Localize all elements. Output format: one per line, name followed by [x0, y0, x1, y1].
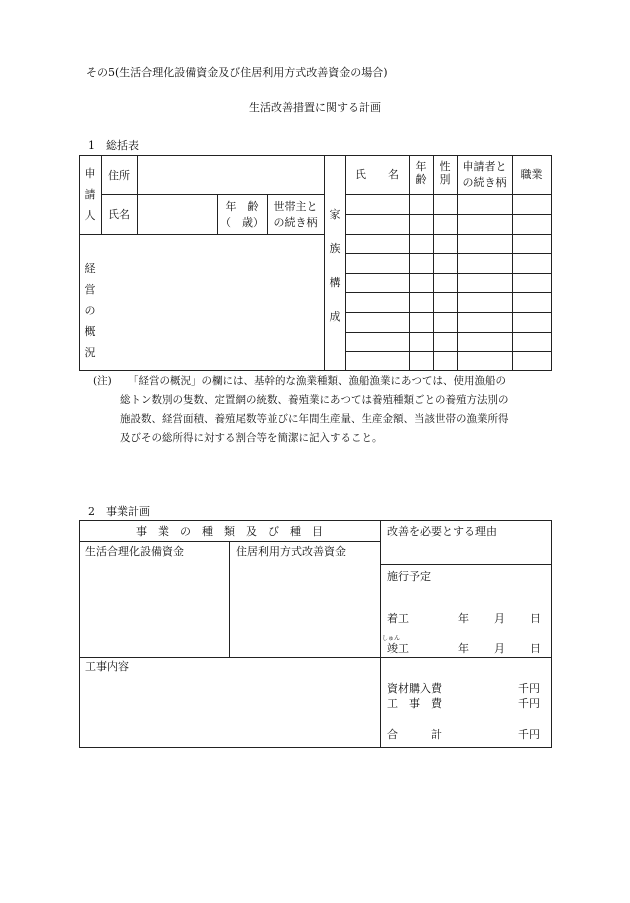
note-line-2: 総トン数別の隻数、定置網の統数、養殖業にあつては養殖種類ごとの養殖方法別の	[120, 394, 509, 406]
finish-ruby: しゅん	[382, 635, 401, 642]
family-sex-header: 性別	[439, 160, 451, 186]
business-overview-label: 経営の概況	[84, 262, 96, 359]
page-title: 生活改善措置に関する計画	[249, 101, 381, 114]
start-month-label: 月	[494, 612, 505, 625]
note-line-1: 「経営の概況」の欄には、基幹的な漁業種類、漁船漁業にあつては、使用漁船の	[128, 375, 506, 387]
family-composition-label: 家族構成	[329, 208, 341, 323]
materials-cost-unit: 千円	[518, 682, 540, 695]
start-day-label: 日	[530, 612, 541, 625]
age-label: 年 齢	[225, 200, 259, 213]
finish-day-label: 日	[530, 642, 541, 655]
start-label: 着工	[387, 612, 409, 625]
construction-cost-label: 工 事 費	[387, 697, 442, 710]
finish-month-label: 月	[494, 642, 505, 655]
section-2-heading: 2 事業計画	[88, 505, 150, 518]
age-value-label: （ 歳）	[220, 216, 264, 229]
note-line-4: 及びその総所得に対する割合等を簡潔に記入すること。	[120, 432, 383, 444]
schedule-label: 施行予定	[387, 570, 431, 583]
total-unit: 千円	[518, 728, 540, 741]
business-type-header: 事 業 の 種 類 及 び 種 目	[136, 525, 323, 538]
family-age-header: 年齢	[415, 160, 427, 186]
name-label: 氏名	[108, 208, 130, 221]
note-line-3: 施設数、経営面積、養殖尾数等並びに年間生産量、生産金額、当該世帯の漁業所得	[120, 413, 509, 425]
living-rationalization-fund-label: 生活合理化設備資金	[85, 545, 184, 558]
finish-year-label: 年	[458, 642, 469, 655]
applicant-label: 申請人	[84, 167, 96, 222]
housing-improvement-fund-label: 住居利用方式改善資金	[236, 545, 346, 558]
relation-to-head-label-2: の続き柄	[273, 216, 318, 229]
address-label: 住所	[108, 169, 130, 182]
start-year-label: 年	[458, 612, 469, 625]
family-relation-header: 申請者と	[462, 160, 507, 173]
family-relation-header-2: の続き柄	[462, 176, 507, 189]
note-mark: (注)	[93, 375, 112, 387]
materials-cost-label: 資材購入費	[387, 682, 442, 695]
family-occupation-header: 職業	[520, 168, 543, 181]
finish-label: 竣工	[387, 642, 409, 655]
section-1-heading: 1 総括表	[88, 139, 139, 152]
form-subtitle: その5(生活合理化設備資金及び住居利用方式改善資金の場合)	[86, 66, 388, 79]
construction-cost-unit: 千円	[518, 697, 540, 710]
reason-header: 改善を必要とする理由	[387, 525, 497, 538]
family-name-header: 氏 名	[355, 168, 399, 181]
relation-to-head-label: 世帯主と	[273, 200, 318, 213]
work-content-label: 工事内容	[85, 660, 129, 673]
total-label: 合 計	[387, 728, 442, 741]
